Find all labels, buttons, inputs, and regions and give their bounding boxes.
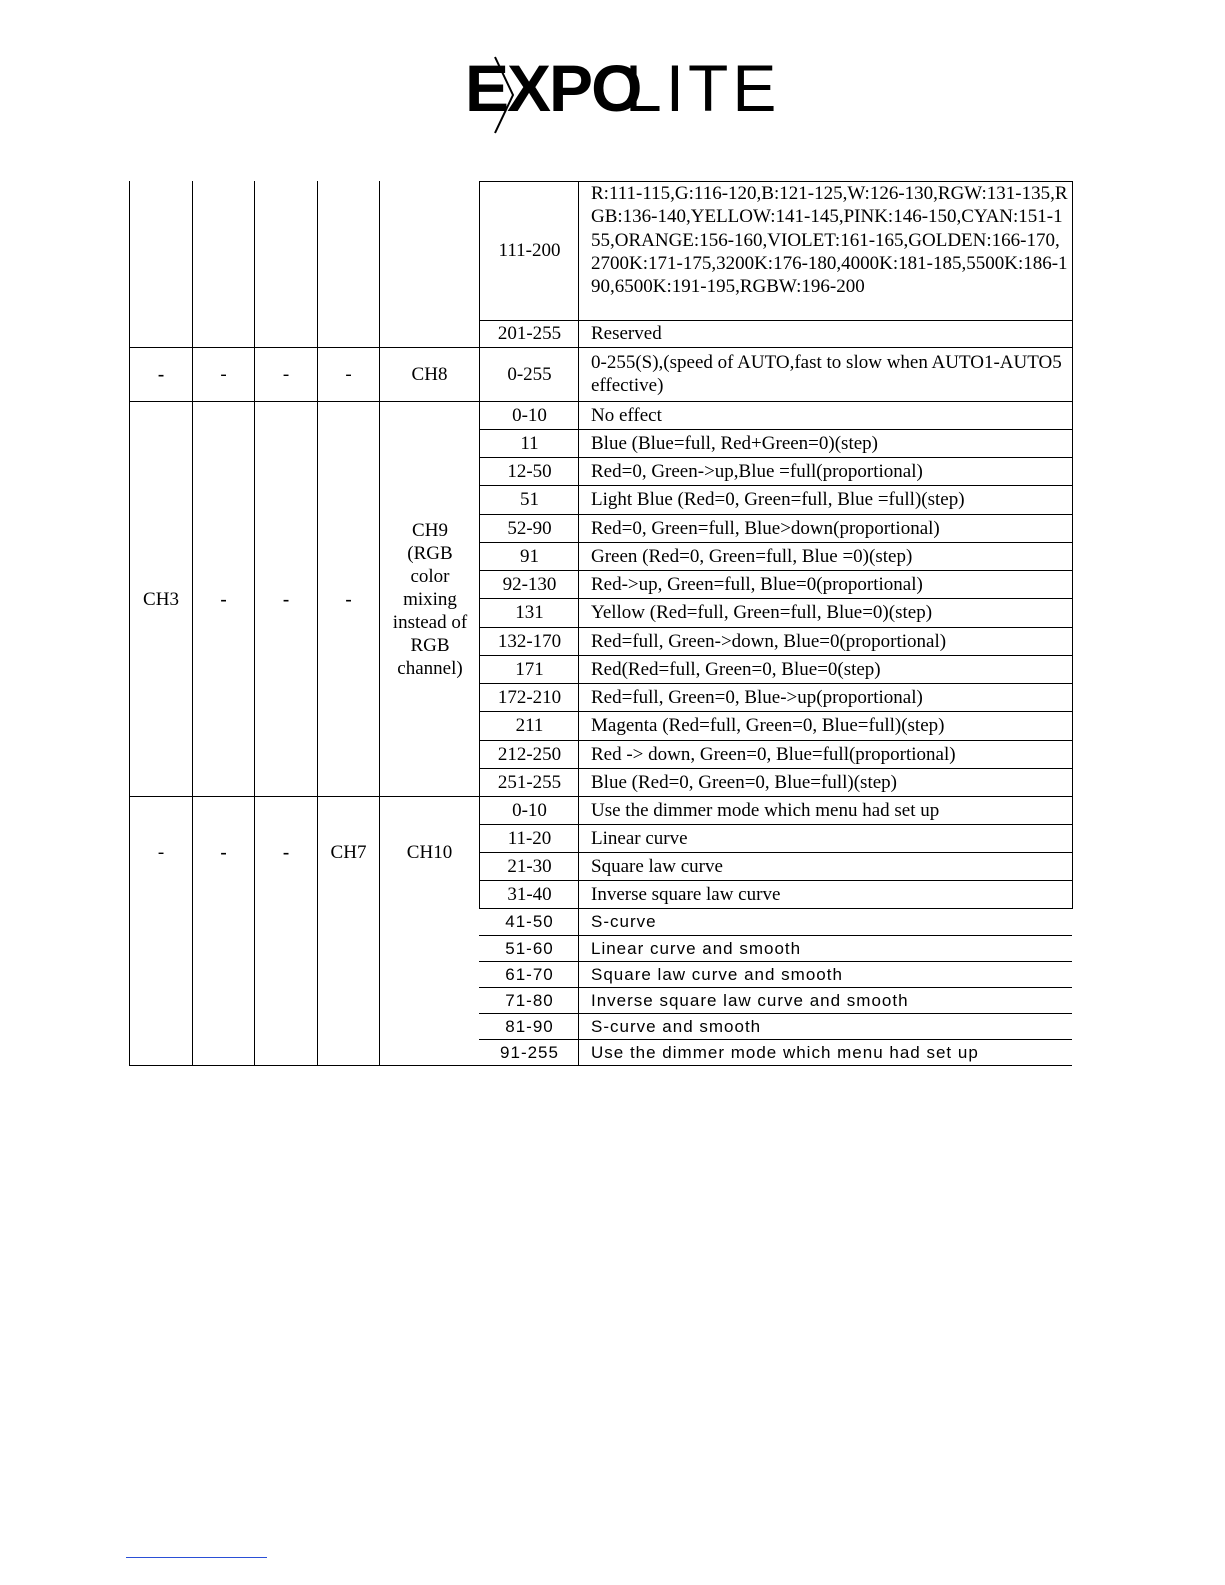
range-cell: 41-50 (505, 912, 554, 931)
col3-cell: - (282, 588, 290, 610)
description-cell: Linear curve and smooth (591, 938, 802, 958)
logo-x-accent-icon (491, 55, 551, 135)
footer-link-underline (126, 1557, 267, 1558)
description-cell: Linear curve (591, 827, 688, 849)
description-cell: Use the dimmer mode which menu had set up (591, 799, 940, 821)
col5-cell: CH8 (411, 364, 448, 385)
description-cell: Red=full, Green=0, Blue->up(proportional) (591, 686, 923, 708)
description-cell: Square law curve (591, 855, 723, 877)
description-cell: S-curve and smooth (591, 1016, 762, 1036)
range-cell: 132-170 (497, 630, 562, 652)
description-cell: Red=0, Green=full, Blue>down(proportional) (591, 517, 940, 539)
description-cell: No effect (591, 404, 662, 426)
col1-cell: CH3 (143, 588, 179, 610)
range-cell: 0-255 (507, 363, 552, 385)
range-cell: 92-130 (502, 573, 557, 595)
description-cell: Red=0, Green->up,Blue =full(proportional) (591, 460, 923, 482)
range-cell: 91 (520, 545, 539, 567)
range-cell: 201-255 (497, 323, 562, 344)
description-cell: Use the dimmer mode which menu had set up (591, 1042, 979, 1062)
range-cell: 31-40 (507, 883, 552, 905)
col3-cell: - (282, 364, 290, 385)
description-cell: Light Blue (Red=0, Green=full, Blue =full)(step) (591, 489, 965, 510)
range-cell: 52-90 (507, 517, 552, 539)
range-cell: 171 (515, 658, 544, 680)
range-cell: 251-255 (497, 771, 562, 793)
description-cell: Red->up, Green=full, Blue=0(proportional) (591, 573, 923, 595)
description-cell: Red(Red=full, Green=0, Blue=0(step) (591, 658, 881, 680)
description-cell: Yellow (Red=full, Green=full, Blue=0)(step) (591, 602, 933, 623)
col4-cell: - (345, 588, 352, 610)
range-cell: 91-255 (500, 1042, 559, 1062)
range-cell: 172-210 (497, 686, 562, 708)
description-cell: Square law curve and smooth (591, 964, 843, 984)
description-cell: Reserved (591, 323, 662, 344)
description-cell: Blue (Blue=full, Red+Green=0)(step) (591, 432, 878, 454)
description-cell: Magenta (Red=full, Green=0, Blue=full)(step) (591, 715, 945, 736)
col3-cell: - (282, 842, 290, 863)
range-cell: 0-10 (512, 799, 547, 821)
range-cell: 211 (515, 715, 544, 736)
col4-cell: - (345, 364, 352, 385)
range-cell: 131 (515, 602, 544, 623)
range-cell: 0-10 (512, 404, 547, 426)
description-cell: Red -> down, Green=0, Blue=full(proportional) (591, 743, 956, 765)
col5-cell: CH9 (RGB color mixing instead of RGB channel) (392, 519, 468, 679)
range-cell: 71-80 (505, 990, 554, 1010)
description-cell: Inverse square law curve and smooth (591, 990, 909, 1010)
col2-cell: - (220, 588, 227, 610)
logo-bold-text: EXPO (465, 51, 641, 125)
col1-cell: - (157, 364, 165, 385)
range-cell: 111-200 (498, 240, 561, 261)
col4-cell: CH7 (330, 842, 367, 863)
range-cell: 51 (520, 489, 539, 510)
range-cell: 51-60 (505, 938, 554, 958)
range-cell: 21-30 (507, 855, 552, 877)
expolite-logo (465, 51, 781, 135)
col5-cell: CH10 (406, 842, 453, 863)
range-cell: 11-20 (507, 827, 552, 849)
range-cell: 61-70 (505, 964, 554, 984)
col1-cell: - (157, 842, 165, 863)
col2-cell: - (220, 842, 227, 863)
range-cell: 12-50 (507, 460, 552, 482)
range-cell: 11 (520, 432, 539, 454)
logo-light-text: LITE (625, 51, 781, 125)
description-cell: Blue (Red=0, Green=0, Blue=full)(step) (591, 771, 897, 793)
description-cell: S-curve (591, 912, 657, 931)
range-cell: 81-90 (505, 1016, 554, 1036)
description-cell: R:111-115,G:116-120,B:121-125,W:126-130,RGW:131-135,RGB:136-140,YELLOW:141-145,PINK:146-150,CYAN:151-155,ORANGE:156-160,VIOLET:161-165,GOLDEN:166-170,2700K:171-175,3200K:176-180,4000K:181-185,5500K:186-190,6500K:191-195,RGBW:196-200 (591, 183, 1068, 298)
range-cell: 212-250 (497, 743, 562, 765)
description-cell: Inverse square law curve (591, 883, 781, 905)
col2-cell: - (220, 364, 227, 385)
description-cell: Red=full, Green->down, Blue=0(proportional) (591, 630, 947, 652)
description-cell: 0-255(S),(speed of AUTO,fast to slow when AUTO1-AUTO5 effective) (591, 352, 1062, 397)
description-cell: Green (Red=0, Green=full, Blue =0)(step) (591, 545, 913, 567)
